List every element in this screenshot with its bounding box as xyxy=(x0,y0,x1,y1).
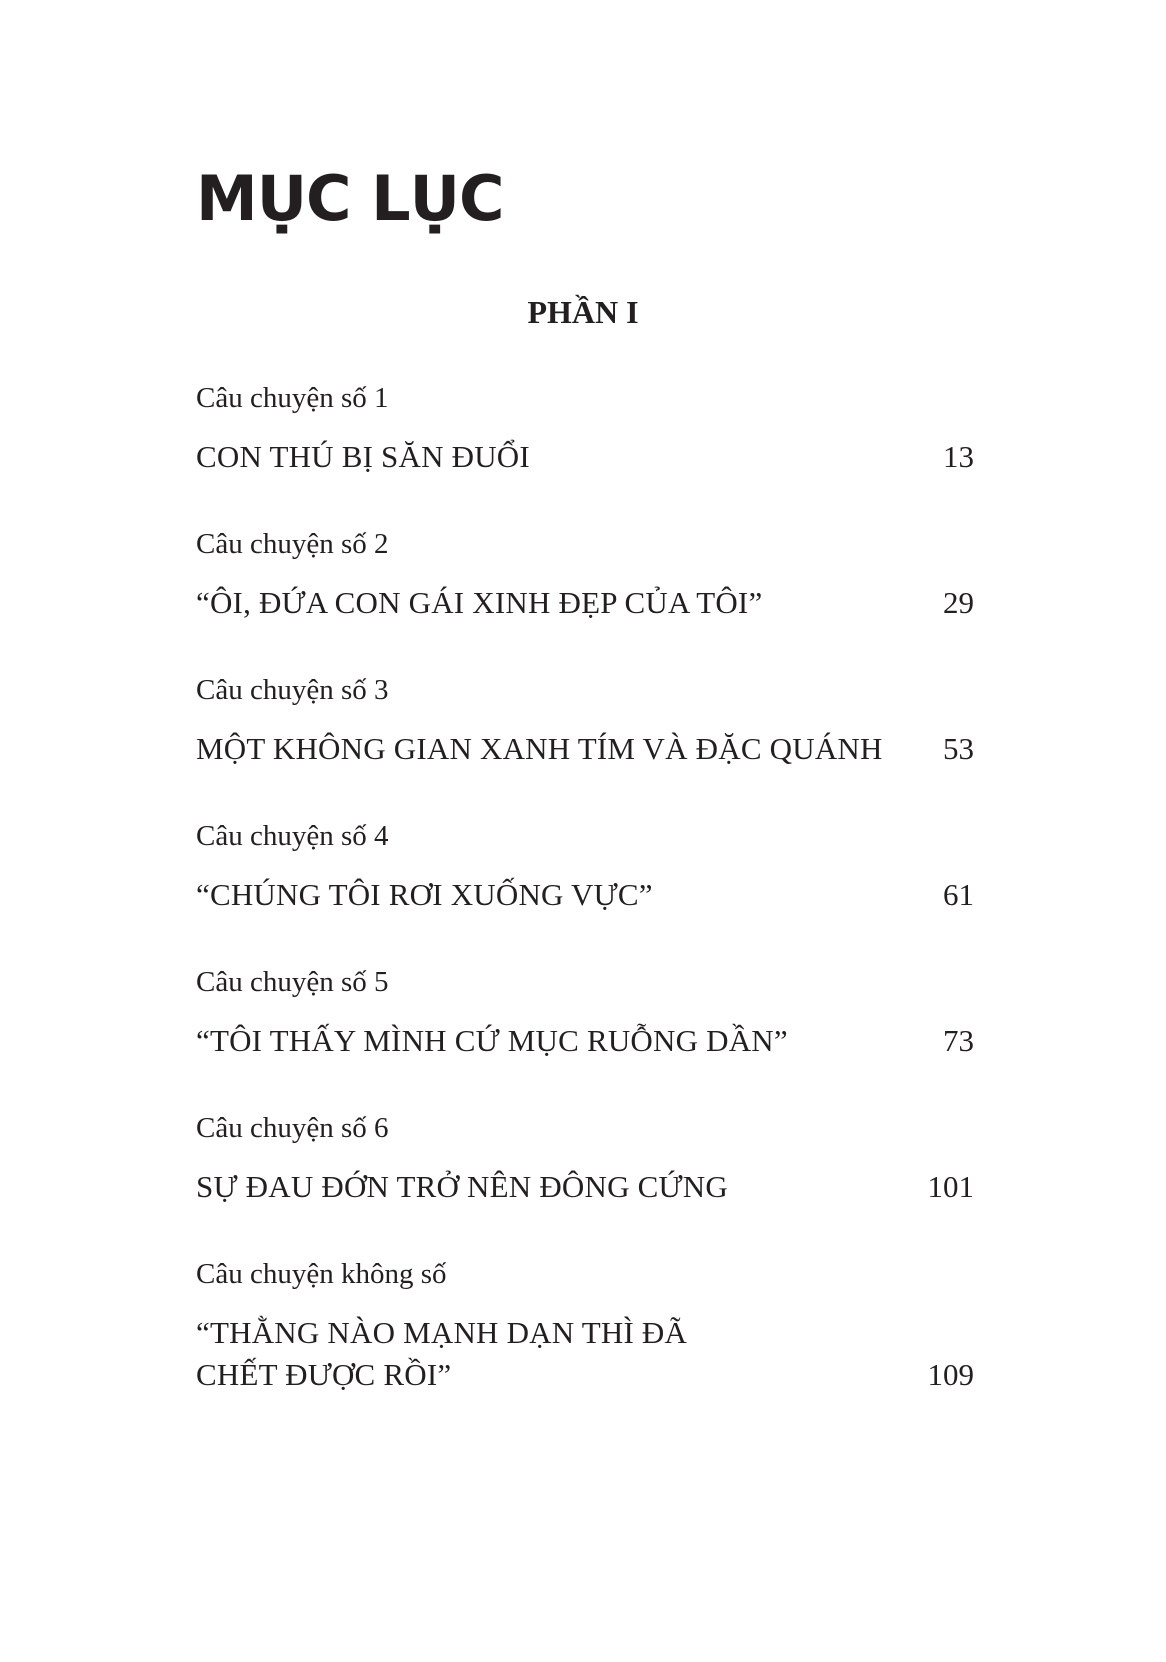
story-title: “TÔI THẤY MÌNH CỨ MỤC RUỖNG DẦN” xyxy=(196,1023,788,1058)
toc-entry-2 xyxy=(196,522,974,668)
table-of-contents xyxy=(196,376,974,1398)
toc-entry-7 xyxy=(196,1252,974,1398)
story-label: Câu chuyện số 6 xyxy=(196,1112,389,1144)
story-title: CON THÚ BỊ SĂN ĐUỔI xyxy=(196,439,530,474)
page-number: 73 xyxy=(943,1023,974,1058)
story-title: SỰ ĐAU ĐỚN TRỞ NÊN ĐÔNG CỨNG xyxy=(196,1169,728,1204)
page-number: 29 xyxy=(943,585,974,620)
story-label: Câu chuyện số 1 xyxy=(196,382,389,414)
part-heading: PHẦN I xyxy=(527,294,639,330)
story-label: Câu chuyện số 2 xyxy=(196,528,389,560)
page-number: 13 xyxy=(943,439,974,474)
story-row xyxy=(196,1020,974,1062)
story-row xyxy=(196,874,974,916)
story-label: Câu chuyện không số xyxy=(196,1258,447,1290)
story-title: “ÔI, ĐỨA CON GÁI XINH ĐẸP CỦA TÔI” xyxy=(196,585,763,620)
page-number: 109 xyxy=(927,1357,974,1392)
story-title: MỘT KHÔNG GIAN XANH TÍM VÀ ĐẶC QUÁNH xyxy=(196,731,883,766)
story-row xyxy=(196,1312,974,1396)
page-number: 101 xyxy=(927,1169,974,1204)
toc-entry-3 xyxy=(196,668,974,814)
toc-entry-6 xyxy=(196,1106,974,1252)
story-label: Câu chuyện số 3 xyxy=(196,674,389,706)
story-title: “THẰNG NÀO MẠNH DẠN THÌ ĐÃ CHẾT ĐƯỢC RỒI” xyxy=(196,1315,688,1392)
story-label: Câu chuyện số 5 xyxy=(196,966,389,998)
page-number: 53 xyxy=(943,731,974,766)
story-row xyxy=(196,1166,974,1208)
story-label: Câu chuyện số 4 xyxy=(196,820,389,852)
page-title: MỤC LỤC xyxy=(196,162,504,235)
story-row xyxy=(196,728,974,770)
story-row xyxy=(196,582,974,624)
page-number: 61 xyxy=(943,877,974,912)
story-row xyxy=(196,436,974,478)
story-title: “CHÚNG TÔI RƠI XUỐNG VỰC” xyxy=(196,877,653,912)
toc-entry-5 xyxy=(196,960,974,1106)
toc-entry-1 xyxy=(196,376,974,522)
toc-entry-4 xyxy=(196,814,974,960)
